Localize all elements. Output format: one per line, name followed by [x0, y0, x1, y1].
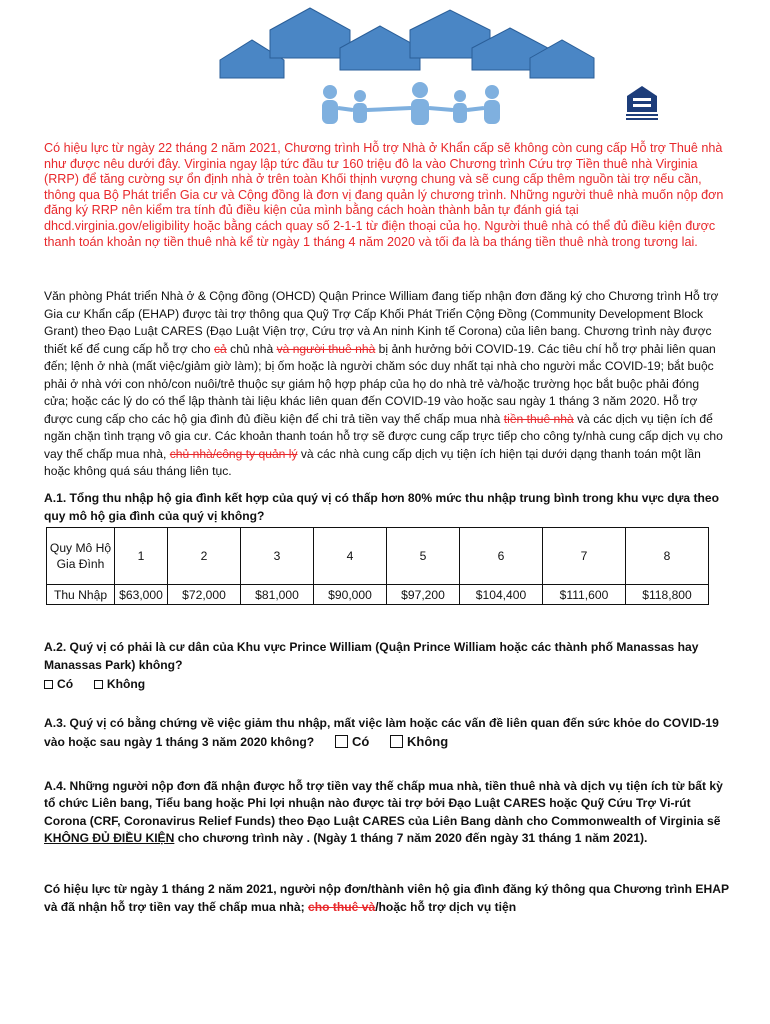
effective-text: Có hiệu lực từ ngày 1 tháng 2 năm 2021, người nộp đơn/thành viên hộ gia đình đăng ký thông qua Chương trình EHAP và đã nhận hỗ trợ tiền vay thế chấp mua nhà;: [44, 882, 729, 914]
rental-assistance-notice: Có hiệu lực từ ngày 22 tháng 2 năm 2021, Chương trình Hỗ trợ Nhà ở Khẩn cấp sẽ không còn cung cấp Hỗ trợ Thuê nhà như được nêu dưới đây. Virginia ngay lập tức đầu tư 160 triệu đô la vào Chương trình Cứu trợ Tiền thuê nhà Virginia (RRP) để tăng cường sự ổn định nhà ở trên toàn Khối thịnh vượng chung và sẽ cung cấp thêm nguồn tài trợ nếu cần, thông qua Bộ Phát triển Gia cư và Cộng đồng là đơn vị đang quản lý chương trình. Những người thuê nhà muốn nộp đơn đăng ký RRP nên kiểm tra tính đủ điều kiện của mình bằng cách hoàn thành bản tự đánh giá tại dhcd.virginia.gov/eligibility hoặc bằng cách quay số 2-1-1 từ điện thoại của họ. Người thuê nhà có thể đủ điều kiện được thanh toán khoản nợ tiền thuê nhà kể từ ngày 1 tháng 4 năm 2020 và tối đa là ba tháng tiền thuê nhà trong tương lai.: [44, 141, 724, 249]
a2-no-checkbox[interactable]: [94, 680, 103, 689]
household-size-header: Quy Mô Hộ Gia Đình: [47, 528, 115, 585]
houses-and-people-icon: [210, 0, 610, 130]
question-a1: A.1. Tổng thu nhập hộ gia đình kết hợp của quý vị có thấp hơn 80% mức thu nhập trung bình trong khu vực dựa theo quy mô hộ gia đình của quý vị không?: [44, 491, 720, 523]
question-a4-text: A.4. Những người nộp đơn đã nhận được hỗ trợ tiền vay thế chấp mua nhà, tiền thuê nhà và dịch vụ tiện ích từ bất kỳ tổ chức Liên bang, Tiểu bang hoặc Phi lợi nhuận nào được tài trợ bởi Đạo Luật CARES hoặc Quỹ Cứu Trợ Vi-rút Corona (CRF, Coronavirus Relief Funds) theo Đạo Luật CARES của Liên Bang dành cho Commonwealth of Virginia sẽ: [44, 779, 723, 828]
body-text: và các nhà cung cấp dịch vụ tiện ích hiện tại dưới dạng thanh toán một lần hoặc không quá sáu tháng liên tục.: [44, 446, 701, 478]
body-text: bị ảnh hưởng bởi COVID-19. Các tiêu chí hỗ trợ phải liên quan đến; lệnh ở nhà (mất việc/giảm giờ làm); bị ốm hoặc là người chăm sóc duy nhất tại nhà cho người mắc COVID-19; bắt buộc phải ở nhà với con nhỏ/con nuôi/trẻ thuộc sự giám hộ hợp pháp của họ do nhà trẻ và/hoặc trường học bắt buộc phải đóng cửa; hoặc các lý do có thể lập thành tài liệu khác liên quan đến COVID-19 vào hoặc sau ngày 1 tháng 3 năm 2020. Hỗ trợ được cung cấp cho các hộ gia đình đủ điều kiện để chi trả tiền vay thế chấp mua nhà: [44, 341, 716, 426]
income-cell: $90,000: [314, 585, 387, 605]
income-cell: $118,800: [626, 585, 709, 605]
household-size-cell: 7: [543, 528, 626, 585]
household-size-cell: 8: [626, 528, 709, 585]
a3-yes-checkbox[interactable]: [335, 735, 348, 748]
effective-date-paragraph: [44, 880, 732, 916]
income-cell: $97,200: [387, 585, 460, 605]
struck-text: cả: [213, 341, 227, 356]
question-a4-text-end: cho chương trình này . (Ngày 1 tháng 7 năm 2020 đến ngày 31 tháng 1 năm 2021).: [177, 831, 648, 846]
question-a2-options: [44, 676, 732, 694]
struck-text: tiền thuê nhà: [503, 411, 574, 426]
struck-text: cho thuê và: [307, 900, 376, 914]
question-a2-text: A.2. Quý vị có phải là cư dân của Khu vực Prince William (Quận Prince William hoặc các thành phố Manassas hay Manassas Park) không?: [44, 640, 699, 672]
question-a3: [44, 715, 732, 751]
income-row-label: Thu Nhập: [47, 585, 115, 605]
effective-text-end: /hoặc hỗ trợ dịch vụ tiện: [375, 900, 517, 914]
body-text: và các dịch vụ tiện ích để ngăn chặn tình trạng vô gia cư. Các khoản thanh toán hỗ trợ sẽ được cung cấp trực tiếp cho công ty/nhà cung cấp dịch vụ cho vay thế chấp mua nhà,: [44, 411, 723, 461]
income-cell: $104,400: [460, 585, 543, 605]
income-cell: $63,000: [115, 585, 168, 605]
a3-no-label: Không: [407, 733, 449, 749]
household-size-cell: 2: [168, 528, 241, 585]
struck-text: và người thuê nhà: [276, 341, 376, 356]
struck-text: chủ nhà/công ty quản lý: [169, 446, 298, 461]
income-limit-table: [46, 527, 709, 605]
a2-yes-label: Có: [57, 677, 74, 692]
a3-no-checkbox[interactable]: [390, 735, 403, 748]
household-size-cell: 3: [241, 528, 314, 585]
household-size-cell: 4: [314, 528, 387, 585]
question-a3-text: A.3. Quý vị có bằng chứng về việc giảm thu nhập, mất việc làm hoặc các vấn đề liên quan đến sức khỏe do COVID-19 vào hoặc sau ngày 1 tháng 3 năm 2020 không?: [44, 716, 719, 749]
program-description: [44, 288, 726, 481]
ineligible-emphasis: KHÔNG ĐỦ ĐIỀU KIỆN: [44, 831, 175, 846]
question-a4: [44, 778, 732, 848]
equal-housing-opportunity-icon: [624, 84, 660, 122]
a2-no-label: Không: [106, 677, 146, 692]
income-cell: $72,000: [168, 585, 241, 605]
income-cell: $111,600: [543, 585, 626, 605]
household-size-cell: 1: [115, 528, 168, 585]
income-cell: $81,000: [241, 585, 314, 605]
a2-yes-checkbox[interactable]: [44, 680, 53, 689]
body-text: Văn phòng Phát triển Nhà ở & Cộng đồng (OHCD) Quận Prince William đang tiếp nhận đơn đăng ký cho Chương trình Hỗ trợ Gia cư Khẩn cấp (EHAP) được tài trợ thông qua Quỹ Trợ Cấp Khối Phát Triển Cộng Đồng (Community Development Block Grant) theo Đạo Luật CARES (Đạo Luật Viện trợ, Cứu trợ và An ninh Kinh tế Corona) của liên bang. Chương trình này được thiết kế để cung cấp hỗ trợ cho: [44, 289, 719, 356]
household-size-cell: 5: [387, 528, 460, 585]
a3-yes-label: Có: [351, 733, 370, 749]
question-a2: [44, 639, 732, 694]
household-size-cell: 6: [460, 528, 543, 585]
body-text: chủ nhà: [230, 341, 274, 356]
